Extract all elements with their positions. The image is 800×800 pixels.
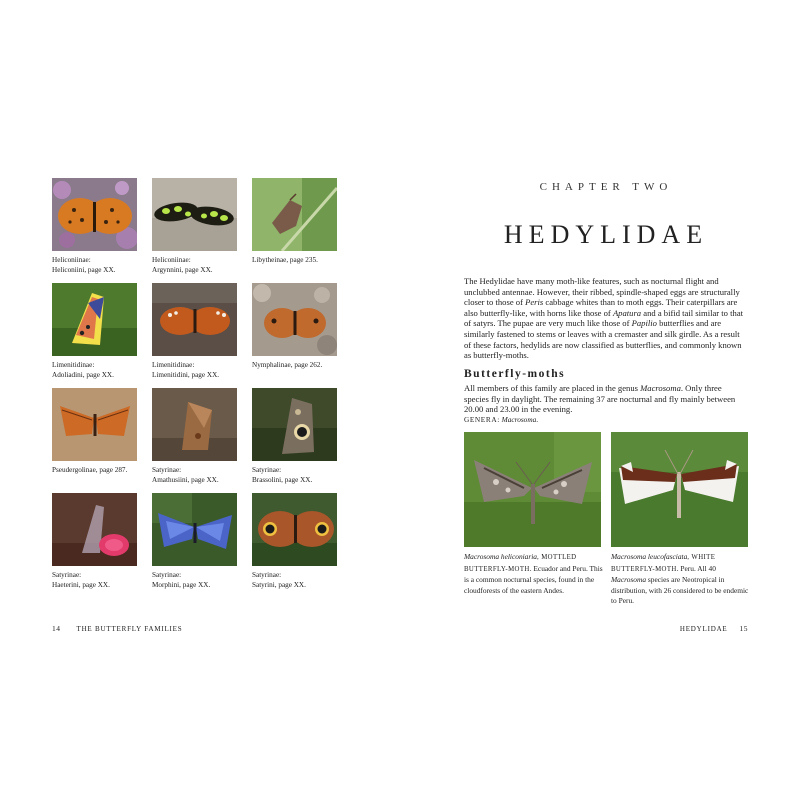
thumbnail-libytheinae (252, 178, 337, 283)
thumbnail-caption-line1: Satyrinae: (252, 571, 282, 579)
thumbnail-morphini (152, 493, 237, 598)
left-folio (52, 624, 182, 633)
thumbnail-amathusiini (152, 388, 237, 493)
thumbnail-caption-line1: Libytheinae, page 235. (252, 256, 318, 264)
thumbnail-caption-line1: Satyrinae: (152, 571, 182, 579)
thumbnail-caption-line2: Haeterini, page XX. (52, 581, 110, 589)
thumbnail-caption-line1: Limenitidinae: (152, 361, 195, 369)
butterfly-photo (52, 283, 137, 356)
thumbnail-nymphalinae (252, 283, 337, 388)
thumbnail-adoliadini (52, 283, 137, 388)
intro-paragraph: The Hedylidae have many moth-like features, such as nocturnal flight and unclubbed antennae. However, their ribbed, spindle-shaped eggs are structurally closer to those of Peris cabbage whites than to moth eggs. Their caterpillars are also butterfly-like, with horns like those of Apatura and a bifid tail similar to that of satyrs. The pupae are very much like those of Papilio butterflies and are similarly fastened to stems or leaves with a cremaster and silk girdle. As a result of these factors, hedylids are now classified as butterflies, and commonly known as butterfly-moths. (464, 276, 744, 361)
thumbnail-caption-line1: Heliconiinae: (52, 256, 91, 264)
section-heading: Butterfly-moths (464, 368, 566, 380)
thumbnail-caption-line2: Limenitidini, page XX. (152, 371, 220, 379)
thumbnail-caption-line1: Satyrinae: (52, 571, 82, 579)
thumbnail-pseudergolinae (52, 388, 137, 493)
thumbnail-caption-line2: Argynnini, page XX. (152, 266, 213, 274)
section-paragraph: All members of this family are placed in the genus Macrosoma. Only three species fly in daylight. The remaining 37 are nocturnal and fly mainly between 20.00 and 23.00 in the evening. (464, 383, 736, 415)
thumbnail-caption-line2: Heliconiini, page XX. (52, 266, 116, 274)
photo-caption-mottled: Macrosoma heliconiaria, MOTTLED BUTTERFLY-MOTH. Ecuador and Peru. This is a common nocturnal species, found in the cloudforests of the eastern Andes. (464, 552, 603, 595)
right-folio (680, 624, 748, 633)
thumbnail-caption-line2: Adoliadini, page XX. (52, 371, 114, 379)
butterfly-photo (252, 178, 337, 251)
butterfly-photo (52, 178, 137, 251)
thumbnail-caption-line2: Brassolini, page XX. (252, 476, 313, 484)
butterfly-photo (152, 493, 237, 566)
moth-photo-mottled (464, 432, 601, 547)
page-number: 14 (52, 624, 61, 633)
thumbnail-caption-line1: Nymphalinae, page 262. (252, 361, 323, 369)
thumbnail-satyrini (252, 493, 337, 598)
chapter-label: CHAPTER TWO (539, 181, 673, 193)
butterfly-photo (252, 283, 337, 356)
thumbnail-argynnini (152, 178, 237, 283)
thumbnail-caption-line1: Satyrinae: (152, 466, 182, 474)
thumbnail-caption-line2: Morphini, page XX. (152, 581, 211, 589)
thumbnail-caption-line2: Satyrini, page XX. (252, 581, 306, 589)
running-head: THE BUTTERFLY FAMILIES (76, 625, 183, 633)
butterfly-photo (252, 388, 337, 461)
butterfly-photo (52, 388, 137, 461)
moth-photo-white (611, 432, 748, 547)
thumbnail-caption-line2: Amathusiini, page XX. (152, 476, 219, 484)
butterfly-photo (152, 283, 237, 356)
butterfly-photo (252, 493, 337, 566)
genera-line: GENERA: Macrosoma. (464, 415, 539, 424)
running-head: HEDYLIDAE (679, 625, 728, 633)
thumbnail-caption-line1: Heliconiinae: (152, 256, 191, 264)
thumbnail-limenitidini (152, 283, 237, 388)
thumbnail-haeterini (52, 493, 137, 598)
photo-caption-white: Macrosoma leucofasciata, WHITE BUTTERFLY-MOTH. Peru. All 40 Macrosoma species are Neotropical in distribution, with 26 considered to be endemic to Peru. (611, 552, 749, 606)
thumbnail-heliconiini (52, 178, 137, 283)
butterfly-photo (52, 493, 137, 566)
thumbnail-caption-line1: Pseudergolinae, page 287. (52, 466, 128, 474)
thumbnail-caption-line1: Limenitidinae: (52, 361, 95, 369)
thumbnail-grid (52, 178, 337, 598)
thumbnail-brassolini (252, 388, 337, 493)
page-number: 15 (739, 624, 748, 633)
butterfly-photo (152, 388, 237, 461)
chapter-title: HEDYLIDAE (503, 220, 709, 249)
butterfly-photo (152, 178, 237, 251)
thumbnail-caption-line1: Satyrinae: (252, 466, 282, 474)
